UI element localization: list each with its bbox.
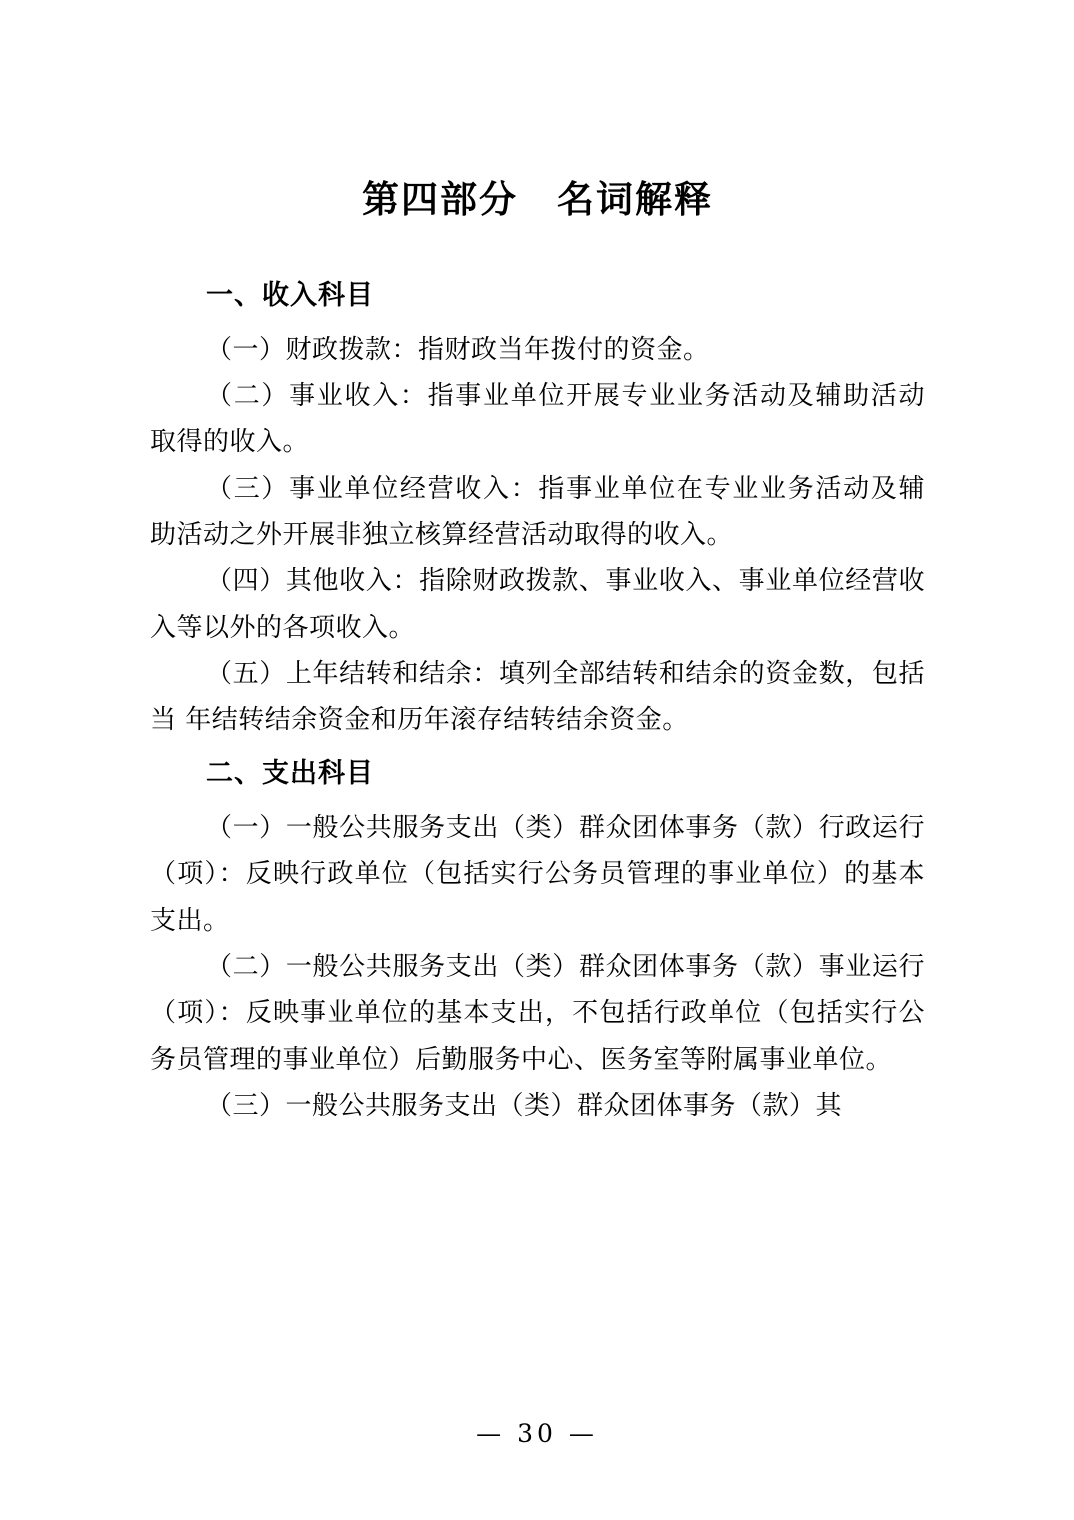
page-number: — 30 — bbox=[476, 1419, 598, 1448]
page-content bbox=[150, 0, 925, 1129]
spacer bbox=[150, 743, 925, 753]
paragraph: （二）事业收入：指事业单位开展专业业务活动及辅助活动 取得的收入。 bbox=[150, 381, 925, 458]
page-title: 第四部分 名词解释 bbox=[362, 177, 713, 221]
section-heading-income: 一、收入科目 bbox=[206, 280, 374, 312]
spacer bbox=[150, 317, 925, 327]
paragraph: （二）一般公共服务支出（类）群众团体事务（款）事业运行（项）：反映事业单位的基本支出，不包括行政单位（包括实行公务员管理的事业单位）后勤服务中心、医务室等附属事业单位。 bbox=[150, 951, 925, 1075]
paragraph: （一）一般公共服务支出（类）群众团体事务（款）行政运行（项）：反映行政单位（包括实行公务员管理的事业单位）的基本支出。 bbox=[150, 813, 925, 936]
spacer bbox=[150, 795, 925, 805]
paragraph: （五）上年结转和结余：填列全部结转和结余的资金数，包括当 年结转结余资金和历年滚存结转结余资金。 bbox=[150, 658, 925, 736]
paragraph: （三）一般公共服务支出（类）群众团体事务（款）其 bbox=[206, 1090, 843, 1121]
paragraph: （三）事业单位经营收入：指事业单位在专业业务活动及辅 助活动之外开展非独立核算经营活动取得的收入。 bbox=[150, 473, 925, 550]
paragraph: （四）其他收入：指除财政拨款、事业收入、事业单位经营收入等以外的各项收入。 bbox=[150, 566, 925, 643]
section-heading-expenditure: 二、支出科目 bbox=[206, 758, 374, 790]
spacer bbox=[150, 223, 925, 275]
paragraph: （一）财政拨款：指财政当年拨付的资金。 bbox=[206, 334, 710, 365]
